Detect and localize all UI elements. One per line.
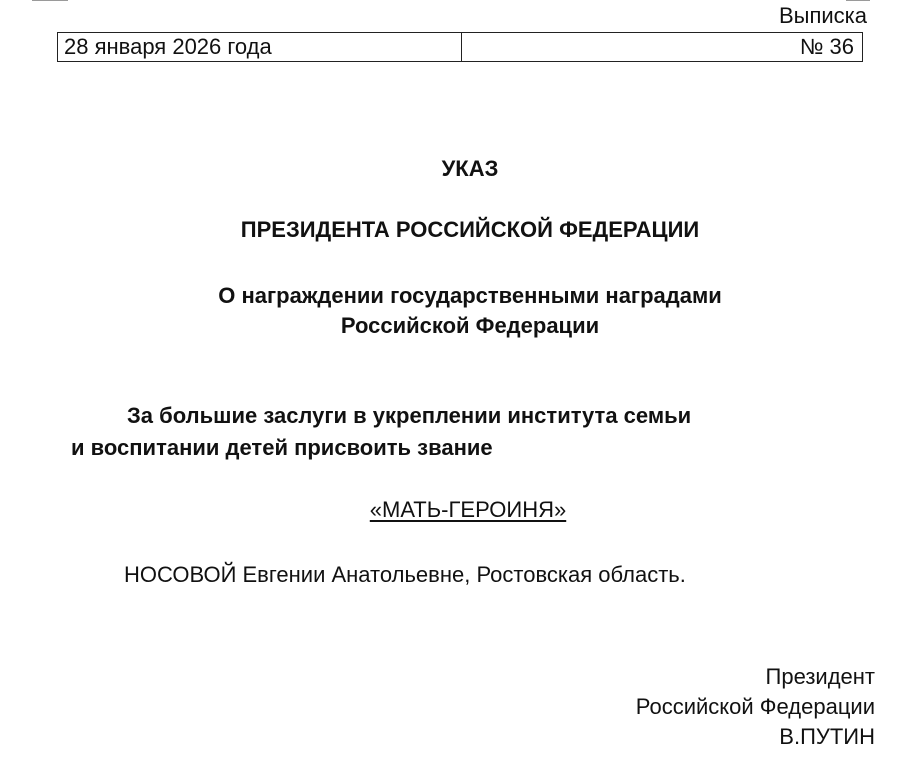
decree-title: УКАЗ	[441, 156, 499, 181]
recipient: НОСОВОЙ Евгении Анатольевне, Ростовская область.	[124, 562, 686, 587]
header-table	[57, 32, 863, 62]
award-title	[0, 495, 915, 525]
decree-date: 28 января 2026 года	[58, 33, 462, 61]
decree-number: № 36	[799, 34, 854, 59]
signature-position-line-2: Российской Федерации	[635, 694, 875, 719]
award-title-text: «МАТЬ-ГЕРОИНЯ»	[369, 497, 567, 522]
signature-block	[636, 662, 875, 752]
signature-name: В.ПУТИН	[779, 724, 875, 749]
signature-position-line-1: Президент	[765, 664, 875, 689]
extract-label: Выписка	[778, 3, 867, 28]
decree-issuer: ПРЕЗИДЕНТА РОССИЙСКОЙ ФЕДЕРАЦИИ	[240, 217, 700, 242]
top-left-rule	[32, 0, 68, 1]
decree-subject-line-1: О награждении государственными наградами	[218, 283, 722, 308]
top-right-rule	[846, 0, 870, 1]
body-line-1: За большие заслуги в укреплении института семьи	[127, 403, 692, 428]
decree-subject-line-2: Российской Федерации	[340, 313, 600, 338]
body-line-2: и воспитании детей присвоить звание	[71, 435, 493, 460]
decree-subject	[0, 281, 915, 341]
